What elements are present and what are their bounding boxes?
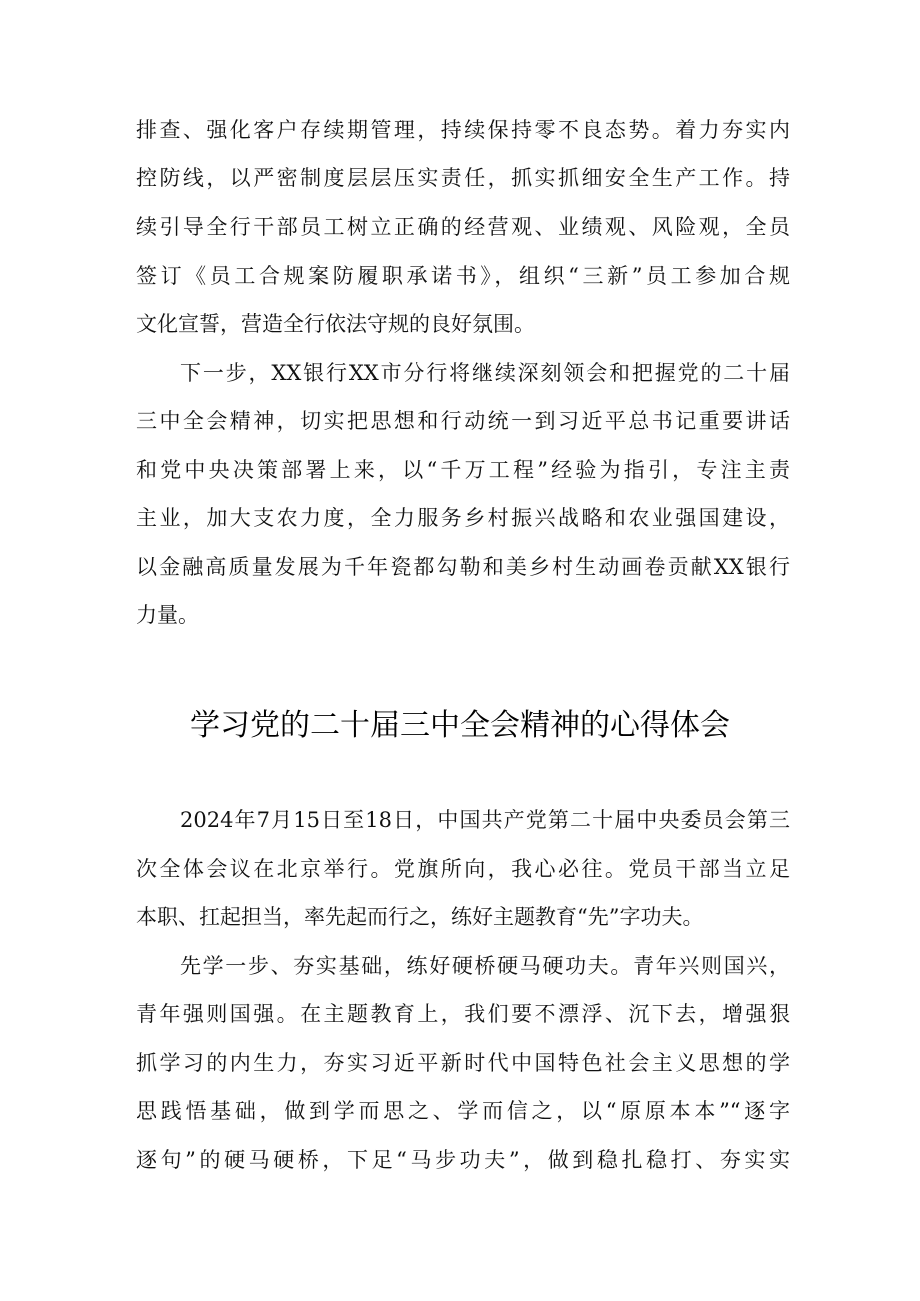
paragraph-line: 主业，加大支农力度，全力服务乡村振兴战略和农业强国建设，	[136, 506, 790, 530]
paragraph-line: 思践悟基础，做到学而思之、学而信之，以“原原本本”“逐字	[136, 1099, 790, 1123]
paragraph-line: 青年强则国强。在主题教育上，我们要不漂浮、沉下去，增强狠	[136, 1002, 790, 1026]
paragraph-line: 以金融高质量发展为千年瓷都勾勒和美乡村生动画卷贡献XX银行	[136, 555, 790, 579]
paragraph-line: 排查、强化客户存续期管理，持续保持零不良态势。着力夯实内	[136, 118, 790, 142]
paragraph-line: 三中全会精神，切实把思想和行动统一到习近平总书记重要讲话	[136, 409, 790, 433]
paragraph-line: 本职、扛起担当，率先起而行之，练好主题教育“先”字功夫。	[136, 905, 704, 929]
paragraph-line: 续引导全行干部员工树立正确的经营观、业绩观、风险观，全员	[136, 215, 790, 239]
paragraph-line: 下一步，XX银行XX市分行将继续深刻领会和把握党的二十届	[180, 361, 790, 385]
paragraph-line: 力量。	[136, 603, 199, 627]
paragraph-line: 文化宣誓，营造全行依法守规的良好氛围。	[136, 312, 535, 336]
paragraph-line: 逐句”的硬马硬桥，下足“马步功夫”，做到稳扎稳打、夯实实	[136, 1148, 790, 1172]
paragraph-line: 控防线，以严密制度层层压实责任，抓实抓细安全生产工作。持	[136, 166, 790, 190]
paragraph-line: 2024年7月15日至18日，中国共产党第二十届中央委员会第三	[180, 808, 790, 832]
paragraph-line: 签订《员工合规案防履职承诺书》，组织“三新”员工参加合规	[136, 264, 790, 288]
paragraph-line: 和党中央决策部署上来，以“千万工程”经验为指引，专注主责	[136, 458, 790, 482]
article-title: 学习党的二十届三中全会精神的心得体会	[190, 708, 730, 743]
paragraph-line: 抓学习的内生力，夯实习近平新时代中国特色社会主义思想的学	[136, 1051, 790, 1075]
paragraph-line: 先学一步、夯实基础，练好硬桥硬马硬功夫。青年兴则国兴，	[180, 954, 790, 978]
paragraph-line: 次全体会议在北京举行。党旗所向，我心必往。党员干部当立足	[136, 857, 790, 881]
